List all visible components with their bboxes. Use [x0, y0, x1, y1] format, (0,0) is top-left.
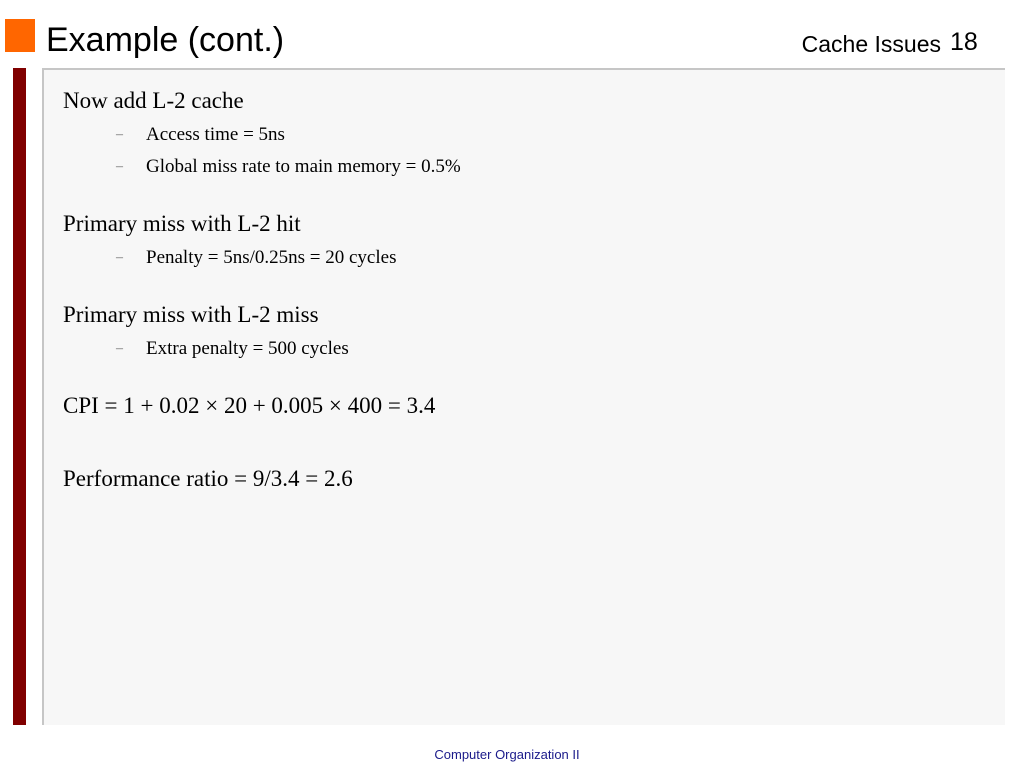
content-panel [42, 68, 1005, 725]
slide-title: Example (cont.) [46, 21, 285, 59]
dash-marker: – [116, 250, 123, 265]
bullet-item: Primary miss with L-2 hit [63, 211, 301, 236]
sub-bullet-list [63, 333, 461, 365]
bullet-block [63, 465, 461, 493]
sub-bullet-text: Access time = 5ns [146, 124, 285, 145]
cpi-formula: CPI = 1 + 0.02 × 20 + 0.005 × 400 = 3.4 [63, 393, 436, 418]
sub-bullet-item [63, 333, 461, 365]
sub-bullet-text: Penalty = 5ns/0.25ns = 20 cycles [146, 247, 397, 268]
sub-bullet-list [63, 119, 461, 183]
sub-bullet-item [63, 119, 461, 151]
sub-bullet-list [63, 242, 461, 274]
bullet-item: Now add L-2 cache [63, 88, 244, 113]
sub-bullet-text: Extra penalty = 500 cycles [146, 338, 349, 359]
sub-bullet-item [63, 242, 461, 274]
bullet-item: Primary miss with L-2 miss [63, 302, 319, 327]
bullet-block [63, 392, 461, 420]
bullet-block [63, 301, 461, 365]
section-name: Cache Issues [801, 31, 941, 57]
left-accent-bar [13, 68, 26, 725]
dash-marker: – [116, 127, 123, 142]
title-accent-square [5, 19, 35, 52]
footer-text: Computer Organization II [434, 747, 580, 762]
dash-marker: – [116, 159, 123, 174]
bullet-block [63, 87, 461, 183]
slide-body [63, 87, 461, 538]
slide-number: 18 [950, 28, 978, 56]
performance-ratio: Performance ratio = 9/3.4 = 2.6 [63, 466, 353, 491]
dash-marker: – [116, 341, 123, 356]
sub-bullet-text: Global miss rate to main memory = 0.5% [146, 156, 461, 177]
bullet-block [63, 210, 461, 274]
sub-bullet-item [63, 151, 461, 183]
